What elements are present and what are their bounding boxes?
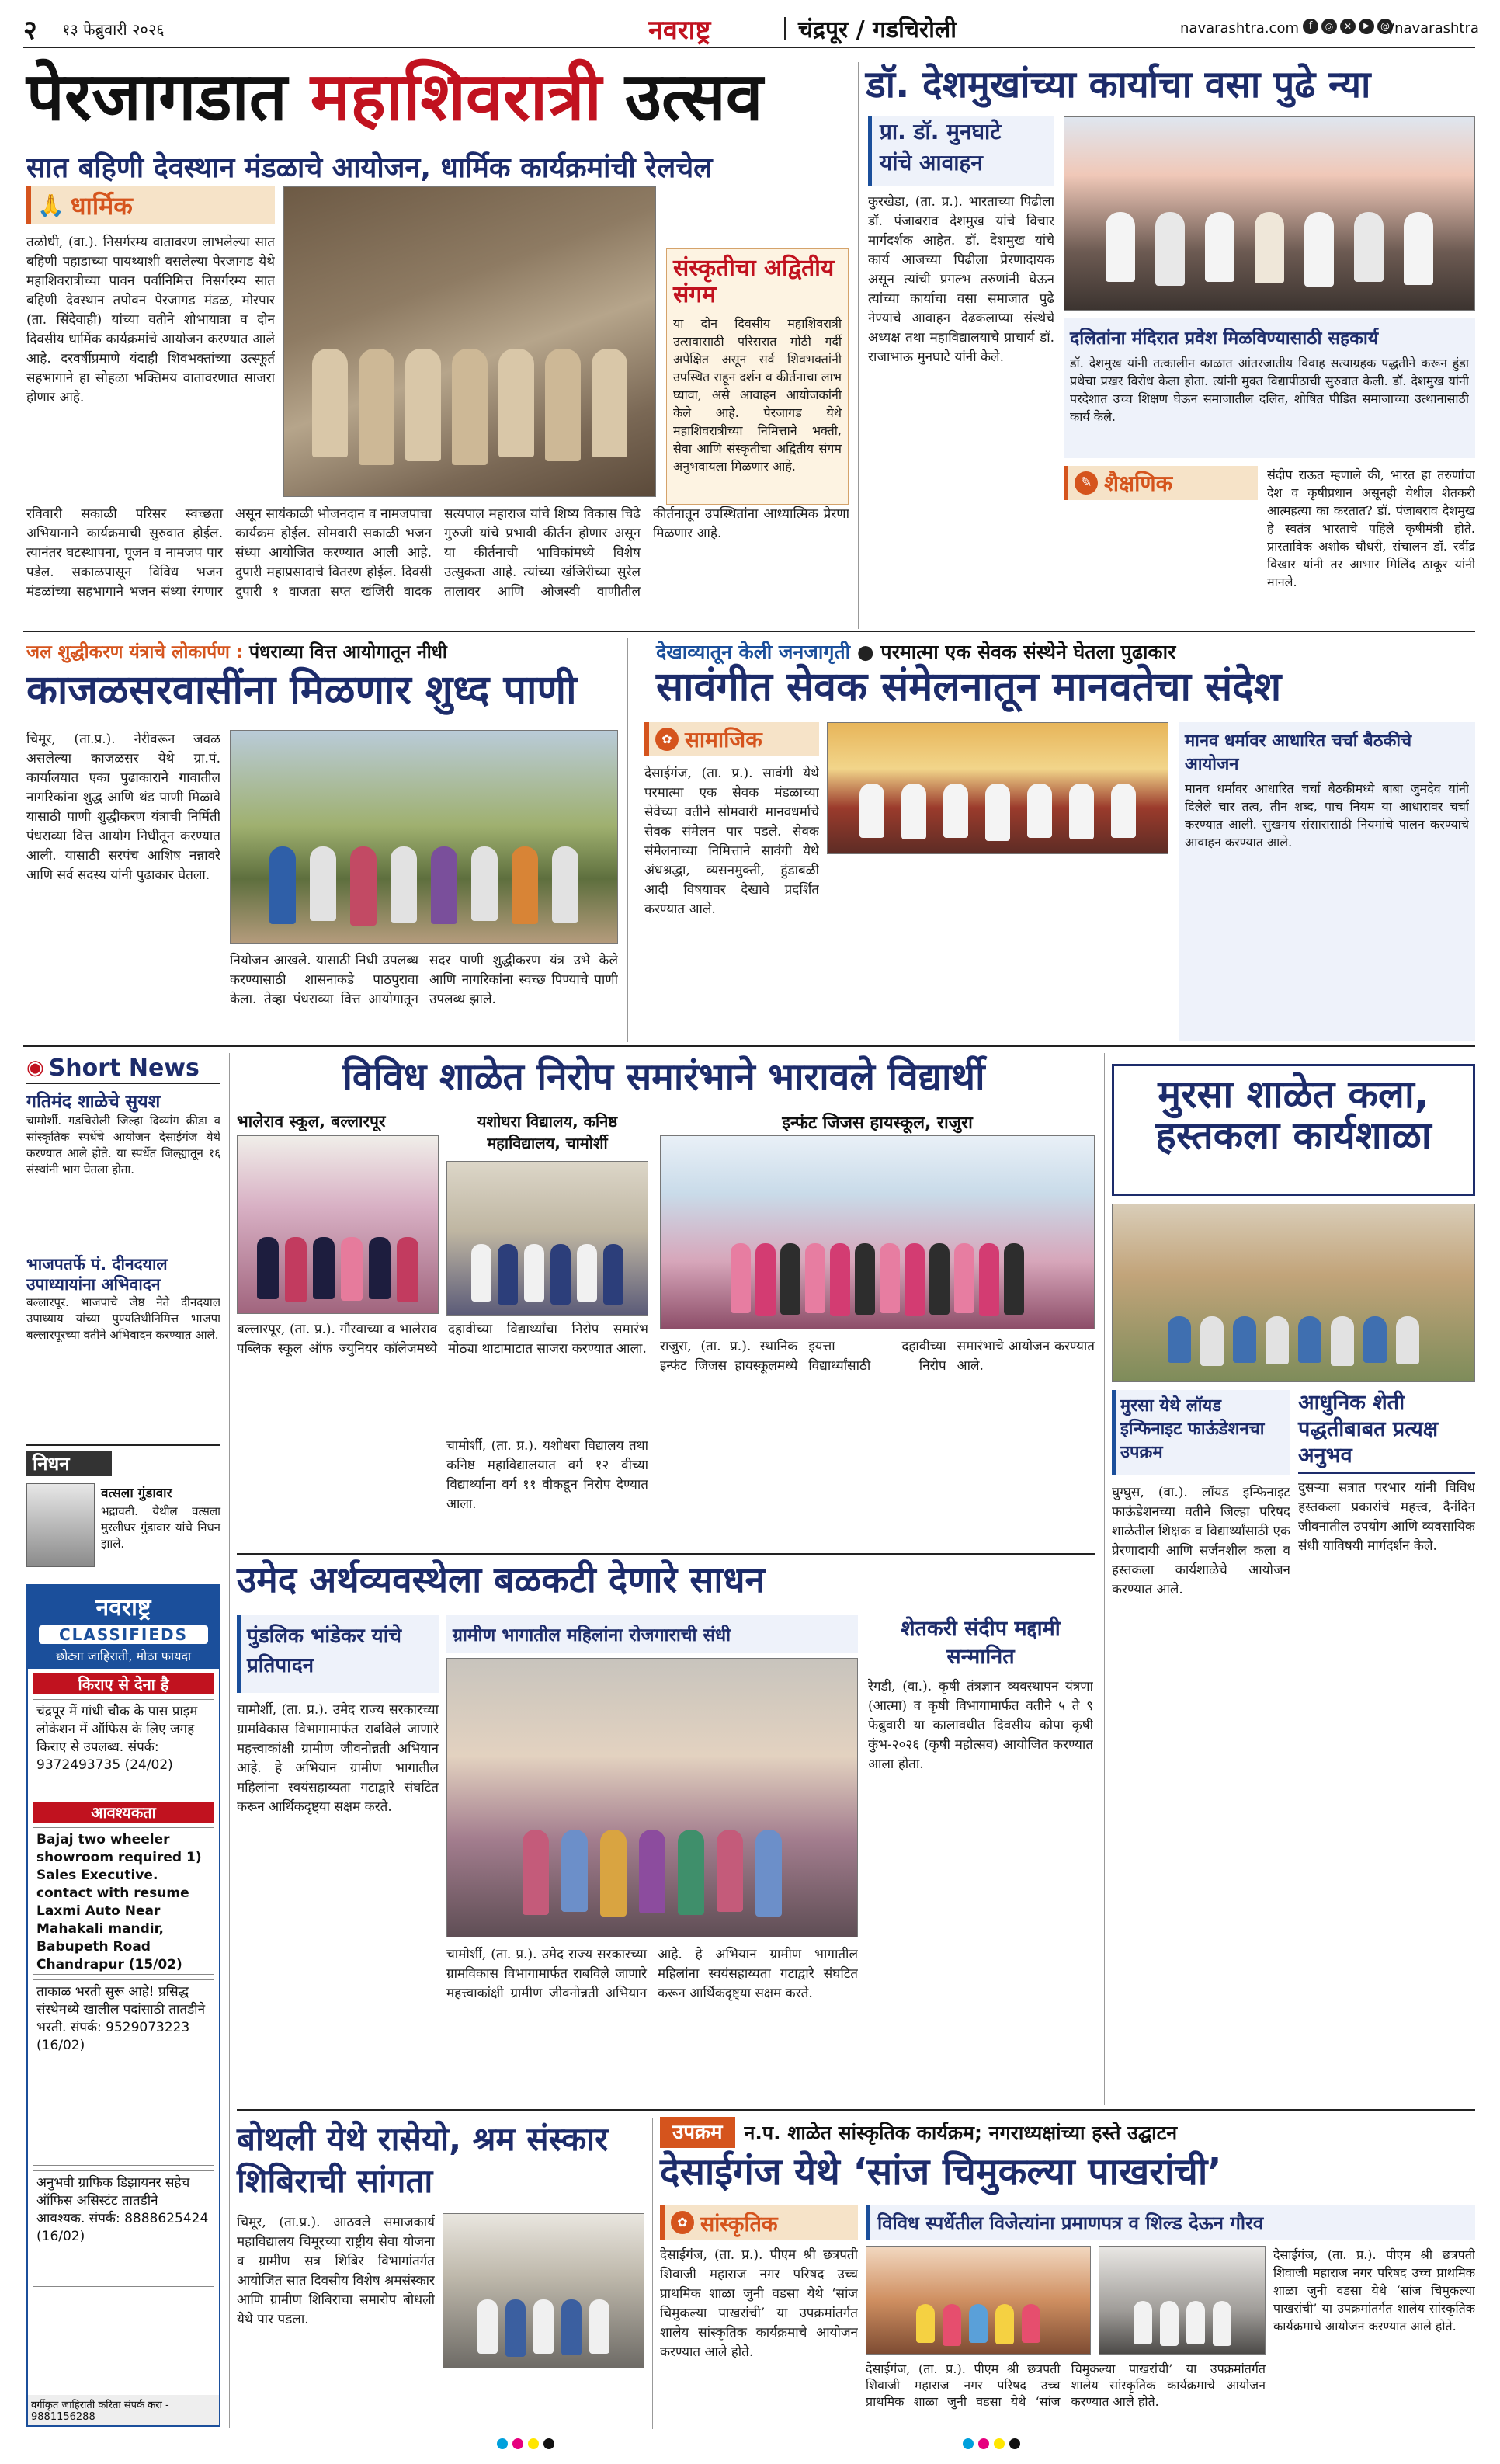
short-news-header [26,1053,220,1084]
person-figure [561,1830,588,1912]
person-figure [350,846,377,926]
person-figure [589,2299,609,2354]
person-figure [1200,1316,1224,1366]
person-figure [805,1243,825,1313]
namaste-icon: 🙏 [37,192,64,218]
person-figure [1255,212,1284,283]
magenta-dot [512,2438,523,2449]
person-figure [995,2304,1014,2344]
lead-headline-part3: उत्सव [624,58,763,136]
farewell-photo-1 [237,1135,439,1314]
kids-row [916,2304,1040,2346]
category-label: शैक्षणिक [1104,471,1173,496]
person-figure [755,1243,776,1316]
column-divider [627,638,628,1042]
students-row [471,1244,623,1305]
farewell-headline: विविध शाळेत निरोप समारंभाने भारावले विद्यार्थी [342,1055,985,1099]
obituary-body: भद्रावती. येथील वत्सला मुरलीधर गुंडावार यांचे निधन झाले. [101,1504,220,1551]
volunteers-row [477,2299,609,2357]
guests-row [1134,2301,1231,2346]
person-figure [717,1830,743,1912]
deshmukh-box-title: दलितांना मंदिरात प्रवेश मिळविण्यासाठी सहकार्य [1070,328,1379,349]
farmer-body: रेगडी, (वा.). कृषी तंत्रज्ञान व्यवस्थापन यंत्रणा (आत्मा) व कृषी विभागामार्फत वतीने ५ ते ९ फेब्रुवारी या कालावधीत दिवसीय कोपा कृषी कुंभ-२०२६ (कृषी महोत्सव) आयोजित करण्यात आला होता. [868,1679,1093,1772]
farewell-photo-3 [660,1135,1095,1329]
farmer-headline: शेतकरी संदीप मद्दामी सन्मानित [901,1617,1061,1669]
person-figure [985,784,1010,841]
classifieds [26,1584,220,2427]
desaiganj-kicker-text: न.प. शाळेत सांस्कृतिक कार्यक्रम; नगराध्यक्षांच्या हस्ते उद्घाटन [744,2122,1178,2144]
person-figure [523,1830,549,1915]
person-figure [855,1243,875,1315]
deshmukh-box-text: डॉ. देशमुख यांनी तत्कालीन काळात आंतरजातीय विवाह सत्याग्रहक पद्धतीने करून हुंडा प्रथेचा प्रखर विरोध केला होता. त्यांनी मुक्त विद्यापीठाची सुरुवात केली. डॉ. देशमुख यांनी परदेशात उच्च शिक्षण घेऊन समाजातील दलित, शोषित पीडित समाजाच्या उत्थानासाठी कार्य केले. [1070,356,1469,424]
desaiganj-kicker [660,2117,1475,2148]
person-figure [1298,1316,1321,1363]
person-figure [552,846,578,923]
deshmukh-tail: संदीप राऊत म्हणाले की, भारत हा तरुणांचा देश व कृषीप्रधान असूनही येथील शेतकरी आत्महत्या का करतात? डॉ. पंजाबराव देशमुख हे स्वतंत्र भारताचे पहिले कृषीमंत्री होते. प्रास्ताविक अशोक चौधरी, संचालन डॉ. रवींद्र विखार यांनी तर आभार मिलिंद ठाकूर यांनी मानले. [1267,467,1475,589]
samaj-box [1179,722,1475,1041]
person-figure [979,1243,999,1316]
samaj-category-tag [644,722,819,756]
obituary-name: वत्सला गुंडावार [101,1486,172,1501]
person-figure [603,1244,623,1305]
short-news-title: भाजपतर्फे पं. दीनदयाल उपाध्यायांना अभिवादन [26,1255,168,1294]
black-dot [1009,2438,1020,2449]
economy-body-2: चामोर्शी, (ता. प्र.). उमेद राज्य सरकारच्या ग्रामविकास विभागामार्फत राबविले जाणारे महत्त्वाकांक्षी ग्रामीण जीवनोन्नती अभियान आहे. हे अभियान ग्रामीण भागातील महिलांना स्वयंसहाय्यता गटाद्वारे संघटित करून आर्थिकदृष्ट्या सक्षम करते. [446,1947,858,2001]
water-kicker [26,638,648,663]
threads-icon[interactable]: @ [1377,19,1393,34]
social-handle[interactable]: /navarashtra [1390,20,1479,36]
lead-body-continued: रविवारी सकाळी परिसर स्वच्छता अभियानाने कार्यक्रमाची सुरुवात होईल. त्यानंतर घटस्थापना, पूजन व नामजप पार पडेल. सकाळपासून विविध भजन मंडळांच्या सहभागाने भजन संध्या रंगणार असून सायंकाळी भोजनदान व नामजपाचा कार्यक्रम होईल. सोमवारी सकाळी भजन संध्या आयोजित करण्यात आली आहे. दुपारी महाप्रसादाचे वितरण होईल. दिवसी दुपारी १ वाजता सप्त खंजिरी वादक सत्यपाल महाराज यांचे शिष्य विकास चिढे गुरुजी यांचे प्रभावी कीर्तन होणार असून या कीर्तनाची भाविकांमध्ये विशेष उत्सुकता आहे. त्यांच्या खंजिरीच्या सुरेल तालावर आणि ओजस्वी वाणीतील कीर्तनातून उपस्थितांना आध्यात्मिक प्रेरणा मिळणार आहे. [26,506,849,599]
person-figure [369,1237,391,1299]
person-figure [1160,2301,1179,2346]
classified-ad[interactable]: चंद्रपूर में गांधी चौक के पास प्राइम लोकेशन में ऑफिस के लिए जगह किराए से उपलब्ध. संपर्क: 9372493735 (24/02) [33,1699,214,1792]
person-figure [859,784,884,838]
obituary-label: निधन [26,1451,112,1476]
yellow-dot [528,2438,539,2449]
category-label: सांस्कृतिक [700,2212,778,2236]
economy-sub-box: पुंडलिक भांडेकर यांचे प्रतिपादन [237,1615,439,1693]
person-figure [943,2304,961,2346]
column-divider [229,1053,230,2428]
farewell-body-3: राजुरा, (ता. प्र.). स्थानिक इन्फंट जिजस हायस्कूलमध्ये इयत्ता दहावीच्या विद्यार्थ्यांसाठी निरोप समारंभाचे आयोजन करण्यात आले. [660,1339,1095,1374]
person-figure [1205,212,1234,282]
person-figure [830,1243,850,1316]
deshmukh-subhead-line1: प्रा. डॉ. मुनघाटे [880,119,1002,144]
person-figure [678,1830,704,1915]
botholi-photo [443,2213,644,2368]
masthead-divider [784,17,786,40]
person-figure [471,1244,491,1302]
economy-body: चामोर्शी, (ता. प्र.). उमेद राज्य सरकारच्या ग्रामविकास विभागामार्फत राबविले जाणारे महत्त्वाकांक्षी ग्रामीण जीवनोन्नती अभियान आहे. हे अभियान ग्रामीण भागातील महिलांना स्वयंसहाय्यता गटाद्वारे संघटित करून आर्थिकदृष्ट्या सक्षम करते. [237,1702,439,1815]
person-figure [391,846,417,923]
desaiganj-body-3: देसाईगंज, (ता. प्र.). पीएम श्री छत्रपती शिवाजी महाराज नगर परिषद उच्च प्राथमिक शाळा जुनी वडसा येथे ‘सांज चिमुकल्या पाखरांची’ या उपक्रमांतर्गत शालेय सांस्कृतिक कार्यक्रमाचे आयोजन करण्यात आले होते. [866,2361,1266,2409]
section-divider [237,2109,1475,2111]
economy-photo-title: ग्रामीण भागातील महिलांना रोजगाराची संधी [446,1615,858,1653]
economy-headline: उमेद अर्थव्यवस्थेला बळकटी देणारे साधन [237,1559,766,1600]
person-figure [1134,2301,1152,2344]
idol-figure [312,349,348,457]
facebook-icon[interactable]: f [1303,19,1318,34]
lead-side-box [666,248,849,505]
lead-headline-part1: पेरजागडात [26,58,287,136]
water-photo [230,730,618,944]
edition: चंद्रपूर / गडचिरोली [798,16,957,43]
person-figure [1354,212,1384,282]
water-kicker-black: पंधराव्या वित्त आयोगातून नीधी [249,642,447,662]
person-figure [1363,1316,1387,1363]
farewell-body-1: बल्लारपूर, (ता. प्र.). गौरवाच्या व भालेराव पब्लिक स्कूल ऑफ ज्युनियर कॉलेजमध्ये दहावीच्या विद्यार्थ्यांचा निरोप समारंभ मोठ्या थाटामाटात साजरा करण्यात आला. [237,1322,648,1357]
students-row [731,1243,1024,1316]
page-number: २ [23,15,37,46]
person-figure [969,2304,988,2343]
classifieds-brand: नवराष्ट्र [95,1594,151,1621]
villagers-row [269,846,578,926]
yellow-dot [994,2438,1005,2449]
person-figure [1233,1316,1256,1363]
farewell-body-2: चामोर्शी, (ता. प्र.). यशोधरा विद्यालय तथा कनिष्ठ महाविद्यालयात वर्ग १२ वीच्या विद्यार्थ्यांना वर्ग ११ वीकडून निरोप देण्यात आला. [446,1438,648,1512]
stage-people-row [859,784,1136,841]
person-figure [1404,212,1433,285]
youtube-icon[interactable]: ▶ [1359,19,1374,34]
short-news-item-2 [26,1254,220,1434]
person-figure [477,2299,498,2354]
person-figure [471,846,498,921]
idol-figure [592,349,627,457]
water-body-2: नियोजन आखले. यासाठी निधी उपलब्ध करण्यासाठी शासनाकडे पाठपुरावा केला. तेव्हा पंधराव्या वित्त आयोगातून सदर पाणी शुद्धीकरण यंत्र उभे केले आणि नागरिकांना स्वच्छ पिण्याचे पाणी उपलब्ध झाले. [230,953,618,1007]
person-figure [577,1244,597,1302]
person-figure [505,2299,526,2357]
masthead [23,9,1479,48]
desaiganj-photo-1 [866,2246,1091,2355]
lotus-icon: ✿ [655,728,679,751]
person-figure [431,846,457,924]
mursa-headline-box [1112,1064,1475,1196]
person-figure [550,1244,571,1305]
classifieds-tagline: छोट्या जाहिराती, मोठा फायदा [55,1649,192,1663]
mursa-box-title: आधुनिक शेती पद्धतीबाबत प्रत्यक्ष अनुभव [1298,1390,1475,1474]
students-row [257,1237,418,1302]
classifieds-section-title: किराए से देना है [33,1673,214,1694]
person-figure [313,1237,335,1299]
person-figure [1168,1316,1191,1363]
section-divider [23,1045,1475,1047]
person-figure [880,1243,900,1313]
black-dot [543,2438,554,2449]
person-figure [916,2304,935,2343]
idol-figure [498,349,534,457]
person-figure [1022,2304,1040,2343]
person-figure [731,1243,751,1313]
person-figure [1111,784,1136,838]
short-news-item-1 [26,1091,220,1253]
classified-ad[interactable]: अनुभवी ग्राफिक डिझायनर सहेच ऑफिस असिस्टंट तातडीने आवश्यक. संपर्क: 8888625424 (16/02) [33,2170,214,2287]
deshmukh-body: कुरखेडा, (ता. प्र.). भारताच्या पिढीला डॉ. पंजाबराव देशमुख यांचे विचार मार्गदर्शक आहेत. डॉ. देशमुख यांचे कार्य आजच्या पिढीला प्रेरणादायक असून त्यांची प्रगल्भ तरुणांनी घेऊन त्यांच्या कार्याचा वसा समाजात पुढे नेण्याचे आवाहन देढकलाप्या संस्थेचे अध्यक्ष तथा महाविद्यालयाचे प्राचार्य डॉ. राजाभाऊ मुनघाटे यांनी केले. [868,194,1054,365]
desaiganj-category-tag [660,2205,858,2240]
person-figure [1069,784,1094,839]
farewell-photo-2 [446,1161,648,1316]
registration-marks-left [497,2438,554,2449]
education-icon: ✎ [1075,471,1098,495]
column-divider [1104,1053,1105,2105]
deshmukh-subhead-box [868,116,1054,186]
side-box-title: संस्कृतीचा अद्वितीय संगम [673,255,835,308]
water-kicker-red: जल शुद्धीकरण यंत्राचे लोकार्पण : [26,642,244,662]
person-figure [397,1237,418,1302]
person-figure [600,1830,627,1917]
lead-headline-part2: महाशिवरात्री [310,58,602,136]
person-figure [1266,1316,1289,1364]
classifieds-label: CLASSIFIEDS [39,1625,208,1644]
stage-people-row [1106,212,1433,287]
person-figure [1155,212,1185,286]
idol-row [312,349,627,465]
lead-headline [26,58,842,136]
classifieds-footer: वर्गीकृत जाहिराती करिता संपर्क करा - 9881156288 [28,2395,219,2425]
bullet-dot-icon: ● [856,641,874,663]
classifieds-header [28,1586,219,1669]
category-label: सामाजिक [685,727,762,752]
water-headline: काजळसरवासींना मिळणार शुध्द पाणी [26,667,577,714]
signal-icon: ◉ [26,1056,44,1079]
idol-figure [545,349,581,461]
person-figure [285,1237,307,1302]
farewell-school1: भालेराव स्कूल, बल्लारपूर [237,1112,386,1131]
person-figure [1396,1316,1419,1364]
short-news-body: चामोर्शी. गडचिरोली जिल्हा दिव्यांग क्रीडा व सांस्कृतिक स्पर्धेचे आयोजन देसाईगंज येथे करण्यात आले होते. या स्पर्धेत जिल्ह्यातून १६ संस्थांनी भाग घेतला होता. [26,1114,220,1176]
water-body: चिमूर, (ता.प्र.). नेरीवरून जवळ असलेल्या काजळसर येथे ग्रा.पं. कार्यालयात एका पुढाकाराने गावातील नागरिकांना शुद्ध आणि थंड पाणी मिळावे यासाठी पाणी शुद्धीकरण यंत्राची निर्मिती पंधराव्या वित्त आयोग निधीतून करण्यात आली. यासाठी सरपंच आशिष नन्नावरे आणि सर्व सदस्य यांनी पुढाकार घेतला. [26,732,220,883]
lead-body: तळोधी, (वा.). निसर्गरम्य वातावरण लाभलेल्या सात बहिणी पहाडाच्या पायथ्याशी वसलेल्या पेरजागड येथे महाशिवरात्रीच्या पावन पर्वानिमित्त निसर्गरम्य सात बहिणी देवस्थान तपोवन पेरजागड मंडळ, मोरपार (ता. सिंदेवाही) यांच्या वतीने शोभायात्रा व दोन दिवसीय धार्मिक कार्यक्रमांचे आयोजन करण्यात आले आहे. दरवर्षीप्रमाणे यंदाही शिवभक्तांच्या उत्स्फूर्त सहभागाने हा सोहळा भक्तिमय वातावरणात साजरा होणार आहे. [26,235,275,405]
lead-subhead: सात बहिणी देवस्थान मंडळाचे आयोजन, धार्मिक कार्यक्रमांची रेलचेल [26,152,713,184]
lead-category-tag [26,186,275,224]
person-figure [1004,1243,1024,1315]
economy-photo [446,1658,858,1937]
desaiganj-sub: विविध स्पर्धेतील विजेत्यांना प्रमाणपत्र व शिल्ड देऊन गौरव [866,2205,1475,2240]
person-figure [498,1244,518,1305]
short-news-body: बल्लारपूर. भाजपाचे जेष्ठ नेते दीनदयाल उपाध्याय यांच्या पुण्यतिथीनिमित्त भाजपा बल्लारपूरच्या वतीने अभिवादन करण्यात आले. [26,1295,220,1342]
mursa-box-text: दुसऱ्या सत्रात परभार यांनी विविध हस्तकला प्रकारांचे महत्त्व, दैनंदिन जीवनातील उपयोग आणि व्यवसायिक संधी याविषयी मार्गदर्शन केले. [1298,1480,1475,1554]
classifieds-section [28,1669,219,1797]
classified-ad[interactable]: Bajaj two wheeler showroom required 1) Sales Executive. contact with resume Laxmi Auto Near Mahakali mandir, Babupeth Road Chandrapur (15/02) [33,1827,214,1975]
desaiganj-kicker-box: उपक्रम [660,2117,735,2148]
person-figure [1106,212,1135,282]
classifieds-section [28,1797,219,2292]
person-figure [755,1830,782,1917]
brand-logo: नवराष्ट्र [648,15,711,46]
person-figure [905,1243,925,1316]
magenta-dot [978,2438,989,2449]
person-figure [639,1830,665,1913]
column-divider [652,2118,653,2429]
samaj-box-title: मानव धर्मावर आधारित चर्चा बैठकीचे आयोजन [1185,732,1412,774]
obituary [26,1444,220,1576]
desaiganj-body-2: देसाईगंज, (ता. प्र.). पीएम श्री छत्रपती शिवाजी महाराज नगर परिषद उच्च प्राथमिक शाळा जुनी वडसा येथे ‘सांज चिमुकल्या पाखरांची’ या उपक्रमांतर्गत शालेय सांस्कृतिक कार्यक्रमाचे आयोजन करण्यात आले होते. [1273,2247,1475,2334]
botholi-headline: बोथली येथे रासेयो, श्रम संस्कार शिबिराची सांगता [237,2120,609,2200]
website[interactable]: navarashtra.com [1180,20,1299,36]
date: १३ फेब्रुवारी २०२६ [62,20,165,39]
samaj-box-text: मानव धर्मावर आधारित चर्चा बैठकीमध्ये बाबा जुमदेव यांनी दिलेले चार तत्व, तीन शब्द, पाच नियम या आधारावर चर्चा करण्यात आली. सुखमय संसारासाठी नियमांचे पालन करण्याचे आवाहन करण्यात आले. [1185,781,1469,850]
cyan-dot [497,2438,508,2449]
deshmukh-photo [1064,116,1475,311]
person-figure [1304,212,1334,287]
person-figure [512,846,538,924]
lotus-icon: ✿ [671,2211,694,2234]
samaj-kicker [656,638,1471,665]
farewell-school3: इन्फंट जिजस हायस्कूल, राजुरा [782,1114,973,1133]
idol-figure [359,349,394,465]
women-row [523,1830,782,1917]
person-figure [901,784,926,839]
deshmukh-box [1064,318,1475,458]
deshmukh-headline: डॉ. देशमुखांच्या कार्याचा वसा पुढे न्या [866,63,1371,106]
person-figure [1213,2301,1231,2346]
section-divider [23,631,1475,632]
obituary-photo [26,1483,95,1567]
mursa-photo [1112,1204,1475,1382]
person-figure [1331,1316,1354,1366]
mursa-box [1298,1390,1475,2104]
mursa-headline: मुरसा शाळेत कला, हस्तकला कार्यशाळा [1155,1072,1432,1158]
person-figure [780,1243,800,1315]
person-figure [310,846,336,921]
samaj-headline: सावंगीत सेवक संमेलनातून मानवतेचा संदेश [656,664,1282,711]
idol-figure [452,349,488,465]
cyan-dot [963,2438,974,2449]
samaj-photo [827,722,1168,854]
botholi-body: चिमूर, (ता.प्र.). आठवले समाजकार्य महाविद्यालय चिमूरच्या राष्ट्रीय सेवा योजना व ग्रामीण सत्र शिबिर विभागांतर्गत आयोजित सात दिवसीय विशेष श्रमसंस्कार आणि ग्रामीण शिबिराचा समारोप बोथली येथे पार पडला. [237,2215,435,2327]
short-news-label: Short News [48,1054,200,1082]
column-divider [858,62,859,629]
desaiganj-headline: देसाईगंज येथे ‘सांज चिमुकल्या पाखरांची’ [660,2150,1222,2194]
desaiganj-body: देसाईगंज, (ता. प्र.). पीएम श्री छत्रपती शिवाजी महाराज नगर परिषद उच्च प्राथमिक शाळा जुनी वडसा येथे ‘सांज चिमुकल्या पाखरांची’ या उपक्रमांतर्गत शालेय सांस्कृतिक कार्यक्रमाचे आयोजन करण्यात आले होते. [660,2247,858,2360]
category-label: धार्मिक [70,190,133,221]
person-figure [257,1237,279,1299]
person-figure [341,1237,363,1301]
farewell-school2: यशोधरा विद्यालय, कनिष्ठ महाविद्यालय, चामोर्शी [477,1112,618,1152]
samaj-body: देसाईगंज, (ता. प्र.). सावंगी येथे परमात्मा एक सेवक मंडळाच्या सेवेच्या वतीने सोमवारी मानवधर्माचे सेवक संमेलन पार पडले. सेवक संमेलनाच्या निमित्ताने सावंगी येथे अंधश्रद्धा, व्यसनमुक्ती, हुंडाबळी आदी विषयावर देखावे प्रदर्शित करण्यात आले. [644,766,819,917]
social-icons [1303,19,1393,34]
registration-marks-right [963,2438,1020,2449]
section-divider [237,1553,1095,1555]
person-figure [1027,784,1052,838]
children-row [1168,1316,1419,1366]
lead-photo [283,186,656,497]
x-icon[interactable]: ✕ [1340,19,1356,34]
deshmukh-category-tag [1064,466,1258,500]
person-figure [533,2299,554,2354]
deshmukh-subhead-line2: यांचे आवाहन [880,150,983,176]
person-figure [524,1244,544,1302]
person-figure [954,1243,974,1313]
classified-ad[interactable]: ताकाळ भरती सुरू आहे! प्रसिद्ध संस्थेमध्ये खालील पदांसाठी तातडीने भरती. संपर्क: 9529073223 (16/02) [33,1979,214,2166]
instagram-icon[interactable]: ◎ [1321,19,1337,34]
idol-figure [405,349,441,461]
person-figure [1186,2301,1205,2344]
person-figure [929,1243,950,1315]
samaj-kicker-blue: देखाव्यातून केली जनजागृती [656,641,851,663]
mursa-body: घुग्घुस, (वा.). लॉयड इन्फिनाइट फाऊंडेशनच्या वतीने जिल्हा परिषद शाळेतील शिक्षक व विद्यार्थ्यांसाठी एक प्रेरणादायी आणि सर्जनशील कला व हस्तकला कार्यशाळेचे आयोजन करण्यात आले. [1112,1485,1290,1597]
classifieds-section-title: आवश्यकता [33,1802,214,1823]
person-figure [269,846,296,924]
samaj-kicker-black: परमात्मा एक सेवक संस्थेने घेतला पुढाकार [880,641,1176,663]
desaiganj-photo-2 [1099,2246,1266,2355]
person-figure [943,784,968,838]
short-news-title: गतिमंद शाळेचे सुयश [26,1092,161,1112]
person-figure [561,2299,582,2355]
side-box-text: या दोन दिवसीय महाशिवरात्री उत्सवासाठी परिसरात मोठी गर्दी अपेक्षित असून सर्व शिवभक्तांनी उपस्थित राहून दर्शन व कीर्तनाचा लाभ घ्यावा, असे आवाहन आयोजकांनी केले आहे. पेरजागड येथे महाशिवरात्रीच्या निमित्ताने भक्ती, सेवा आणि संस्कृतीचा अद्वितीय संगम अनुभवायला मिळणार आहे. [673,316,842,474]
mursa-photo-caption: मुरसा येथे लॉयड इन्फिनाइट फाऊंडेशनचा उपक्रम [1112,1390,1290,1475]
